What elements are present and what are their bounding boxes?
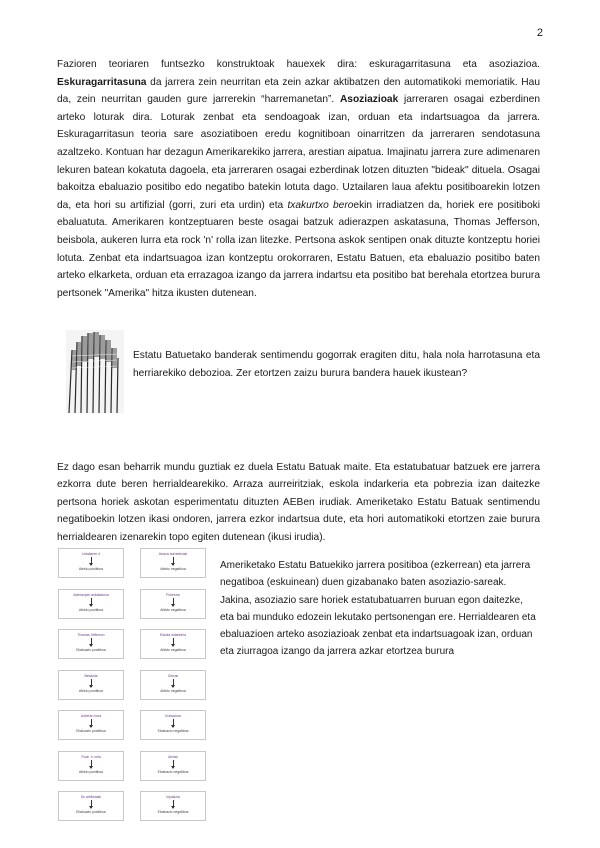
evaluation-label: Ebaluazio negatiboa — [157, 810, 189, 814]
evaluation-label: Ebaluazio positiboa — [76, 729, 106, 733]
concept-label: Eskola indarkeria — [159, 633, 186, 637]
down-arrow-icon — [141, 678, 205, 689]
page-number: 2 — [536, 27, 543, 39]
down-arrow-icon — [59, 556, 123, 567]
concept-label: Gerrak — [167, 673, 179, 678]
intro-sentence-3: jarreraren osagai ezberdinen arteko loturak dira. Loturak zenbat eta sendoagoak izan, orduan eta indartsuagoa da jarrera. Eskuragarritasun teoria sare asoziatiboen eredu kognitiboan oinarritzen da jarreraren sendotasuna azaltzeko. Kontuan har dezagun Amerikarekiko jarrera, arestian aipatua. Imajinatu jarrera zure adimenaren lekuren batean kokatuta dagoela, eta jarreraren osagai ezberdinak lotzen dituzten "bideak" dituela. Osagai bakoitza ebaluazio positibo edo negatibo batekin lotuta dago. Uztailaren laua afektu positiboarekin lotzen da, eta hori su artifizial (gorri, zuri eta urdin) eta — [57, 94, 540, 211]
evaluation-label: Ebaluazio positiboa — [76, 648, 106, 652]
down-arrow-icon — [141, 759, 205, 770]
down-arrow-icon — [59, 759, 123, 770]
concept-label: Uztailaren 4 — [81, 552, 101, 556]
right-association-node — [140, 670, 206, 700]
left-association-node — [58, 548, 124, 578]
right-association-node — [140, 751, 206, 781]
negative-paragraph: Ez dago esan beharrik mundu guztiak ez duela Estatu Batuak maite. Eta estatubatuar batzuek ere jarrera ezkorra dute beren herrialdearekiko. Arraza aurreiritziak, eskola indarkeria eta pobrezia izan daitezke pertsona horiek askotan esperimentatu dituzten AEBen irudiak. Ameriketako Estatu Batuak sentimendu negatiboekin lotzen ikasi ondoren, jarrera ezkor indartsua dute, eta hori automatikoki etortzen zaie burura herrialdearen izenarekin topo egiten dutenean (ikusi irudia). — [57, 462, 540, 543]
evaluation-label: Afektu positiboa — [78, 769, 104, 774]
down-arrow-icon — [141, 637, 205, 648]
evaluation-label: Afektu positiboa — [78, 688, 104, 693]
concept-label: Armak — [168, 754, 178, 759]
evaluation-label: Afektu negatiboa — [160, 688, 186, 693]
left-association-node — [58, 589, 124, 619]
left-association-node — [58, 629, 124, 659]
evaluation-label: Afektu positiboa — [78, 567, 104, 571]
evaluation-label: Afektu negatiboa — [160, 648, 186, 652]
term-accessibility: Eskuragarritasuna — [57, 76, 147, 88]
down-arrow-icon — [141, 718, 205, 729]
concept-label: Arraza aurreiritziak — [158, 552, 188, 556]
term-hotdog: txakurtxo bero — [287, 199, 354, 211]
evaluation-label: Afektu positiboa — [78, 607, 104, 612]
intro-sentence-1: Fazioren teoriaren funtsezko konstruktoak hauexek dira: eskuragarritasuna eta asoziazioa. — [57, 59, 540, 70]
left-association-node — [58, 670, 124, 700]
concept-label: Su artifizialak — [80, 795, 102, 799]
evaluation-label: Ebaluazio negatiboa — [157, 729, 189, 733]
down-arrow-icon — [59, 799, 123, 810]
left-association-node — [58, 791, 124, 821]
term-associations: Asoziazioak — [339, 94, 399, 106]
diagram-caption: Ameriketako Estatu Batuekiko jarrera positiboa (ezkerrean) eta jarrera negatiboa (eskuinean) duen gizabanako baten asoziazio-sareak. Jakina, asoziazio sare horiek estatubatuarren buruan egon daitezke, eta bai munduko edozein lekutako pertsonengan ere. Herrialdearen eta ebaluazioen arteko asoziazioak zenbat eta indartsuagoak izan, orduan eta ziurragoa izango da jarrera azkar etortzea burura — [220, 560, 536, 658]
evaluation-label: Ebaluazio negatiboa — [157, 769, 189, 774]
concept-label: Beisbola — [84, 673, 98, 678]
intro-sentence-2: da jarrera zein neurritan eta zein azkar aktibatzen den automatikoki memoriatik. Hau da, zein neurritan gauden gure jarrerekin “harremanetan”. — [57, 76, 540, 106]
concept-label: Injustizia — [166, 795, 180, 799]
down-arrow-icon — [141, 597, 205, 608]
intro-paragraph — [57, 56, 540, 302]
right-association-node — [140, 548, 206, 578]
down-arrow-icon — [141, 799, 205, 810]
flag-photo — [66, 330, 124, 413]
concept-label: Aukeren lurra — [80, 714, 102, 718]
down-arrow-icon — [59, 597, 123, 608]
down-arrow-icon — [59, 718, 123, 729]
down-arrow-icon — [59, 678, 123, 689]
left-association-node — [58, 751, 124, 781]
evaluation-label: Ebaluazio positiboa — [76, 810, 106, 814]
flag-photo-illustration — [66, 330, 124, 413]
flag-caption: Estatu Batuetako banderak sentimendu gogorrak eragiten ditu, hala nola harrotasuna eta herriarekiko debozioa. Zer etortzen zaizu burura bandera hauek ikustean? — [133, 350, 540, 379]
down-arrow-icon — [59, 637, 123, 648]
concept-label: Pobrezia — [166, 592, 180, 597]
intro-sentence-4: ekin irradiatzen da, horiek ere positiboki ebaluatuta. Amerikaren kontzeptuaren beste osagai batzuk adierazpen askatasuna, Thomas Jefferson, beisbola, aukeren lurra eta rock 'n' rolla izan litezke. Pertsona askok sentipen onak dituzte kontzeptu horiei lotuta. Zenbat eta indartsuagoa izan kontzeptu orokorraren, Estatu Batuen, eta ebaluazio positibo baten arteko elkarketa, orduan eta errazagoa izango da jarrera indartsu eta positibo bat berehala etortzea burura pertsonek "Amerika" hitza ikusten dutenean. — [57, 199, 540, 299]
right-association-node — [140, 710, 206, 740]
concept-label: Adierazpen askatasuna — [73, 592, 109, 597]
association-network-diagram — [58, 548, 208, 830]
evaluation-label: Afektu negatiboa — [160, 567, 186, 571]
concept-label: Kutsadura — [165, 714, 181, 718]
right-association-node — [140, 629, 206, 659]
concept-label: Thomas Jefferson — [77, 633, 105, 637]
down-arrow-icon — [141, 556, 205, 567]
left-association-node — [58, 710, 124, 740]
evaluation-label: Afektu negatiboa — [160, 607, 186, 612]
concept-label: Rock 'n' rolla — [81, 754, 101, 759]
right-association-node — [140, 791, 206, 821]
right-association-node — [140, 589, 206, 619]
